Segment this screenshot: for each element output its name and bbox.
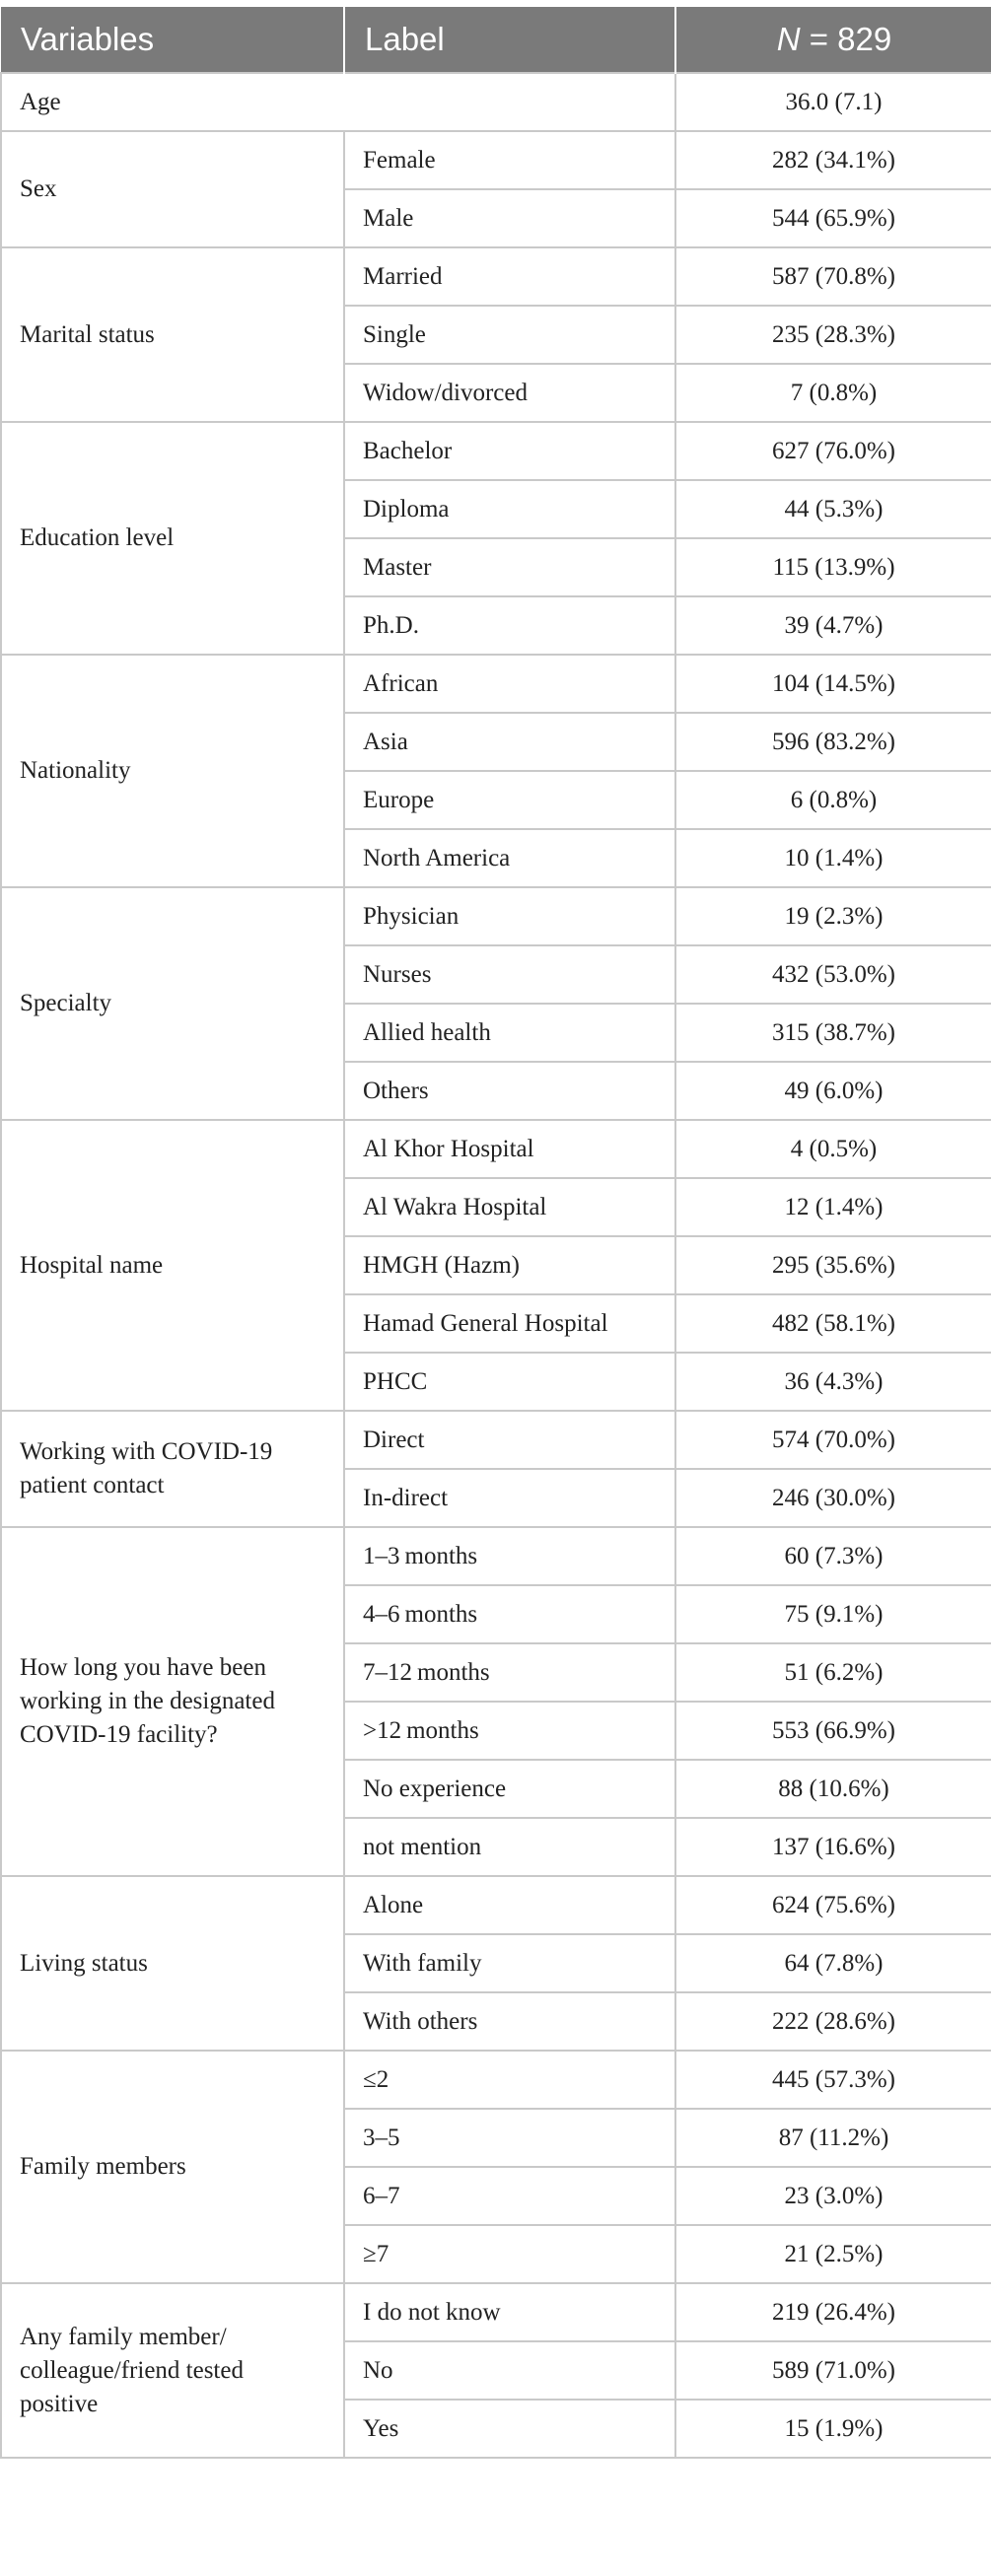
label-cell: With family bbox=[344, 1934, 675, 1992]
value-cell: 75 (9.1%) bbox=[675, 1585, 991, 1643]
label-cell: ≤2 bbox=[344, 2051, 675, 2109]
value-cell: 7 (0.8%) bbox=[675, 364, 991, 422]
label-cell: Male bbox=[344, 189, 675, 247]
value-cell: 39 (4.7%) bbox=[675, 596, 991, 655]
value-cell: 587 (70.8%) bbox=[675, 247, 991, 306]
value-cell: 12 (1.4%) bbox=[675, 1178, 991, 1236]
value-cell: 10 (1.4%) bbox=[675, 829, 991, 887]
label-cell: 7–12 months bbox=[344, 1643, 675, 1702]
value-cell: 627 (76.0%) bbox=[675, 422, 991, 480]
value-cell: 87 (11.2%) bbox=[675, 2109, 991, 2167]
table-row bbox=[1, 1527, 991, 1585]
value-cell: 482 (58.1%) bbox=[675, 1294, 991, 1353]
value-cell: 64 (7.8%) bbox=[675, 1934, 991, 1992]
value-cell: 222 (28.6%) bbox=[675, 1992, 991, 2051]
label-cell: PHCC bbox=[344, 1353, 675, 1411]
label-cell: Direct bbox=[344, 1411, 675, 1469]
table-body bbox=[1, 73, 991, 2458]
variable-cell: Living status bbox=[1, 1876, 344, 2051]
label-cell: Others bbox=[344, 1062, 675, 1120]
label-cell: HMGH (Hazm) bbox=[344, 1236, 675, 1294]
label-cell: With others bbox=[344, 1992, 675, 2051]
label-cell: ≥7 bbox=[344, 2225, 675, 2283]
value-cell: 49 (6.0%) bbox=[675, 1062, 991, 1120]
header-variables: Variables bbox=[1, 7, 344, 73]
value-cell: 36 (4.3%) bbox=[675, 1353, 991, 1411]
header-label: Label bbox=[344, 7, 675, 73]
value-cell: 88 (10.6%) bbox=[675, 1760, 991, 1818]
value-cell: 282 (34.1%) bbox=[675, 131, 991, 189]
value-cell: 115 (13.9%) bbox=[675, 538, 991, 596]
header-n-symbol: N bbox=[776, 21, 801, 57]
table-row bbox=[1, 131, 991, 189]
value-cell: 544 (65.9%) bbox=[675, 189, 991, 247]
table-row bbox=[1, 655, 991, 713]
table-row bbox=[1, 73, 991, 131]
value-cell: 235 (28.3%) bbox=[675, 306, 991, 364]
value-cell: 315 (38.7%) bbox=[675, 1004, 991, 1062]
demographics-table bbox=[0, 7, 991, 2459]
label-cell: Female bbox=[344, 131, 675, 189]
variable-cell: Nationality bbox=[1, 655, 344, 887]
value-cell: 137 (16.6%) bbox=[675, 1818, 991, 1876]
label-cell: Asia bbox=[344, 713, 675, 771]
label-cell: African bbox=[344, 655, 675, 713]
variable-cell: Marital status bbox=[1, 247, 344, 422]
value-cell: 6 (0.8%) bbox=[675, 771, 991, 829]
value-cell: 219 (26.4%) bbox=[675, 2283, 991, 2341]
value-cell: 445 (57.3%) bbox=[675, 2051, 991, 2109]
value-cell: 432 (53.0%) bbox=[675, 945, 991, 1004]
table-row bbox=[1, 1876, 991, 1934]
value-cell: 4 (0.5%) bbox=[675, 1120, 991, 1178]
header-sample-size bbox=[675, 7, 991, 73]
value-cell: 246 (30.0%) bbox=[675, 1469, 991, 1527]
value-cell: 15 (1.9%) bbox=[675, 2400, 991, 2458]
value-cell: 19 (2.3%) bbox=[675, 887, 991, 945]
label-cell: Allied health bbox=[344, 1004, 675, 1062]
label-cell: 4–6 months bbox=[344, 1585, 675, 1643]
value-cell: 574 (70.0%) bbox=[675, 1411, 991, 1469]
value-cell: 21 (2.5%) bbox=[675, 2225, 991, 2283]
label-cell: North America bbox=[344, 829, 675, 887]
table-row bbox=[1, 1411, 991, 1469]
label-cell: Master bbox=[344, 538, 675, 596]
table-row bbox=[1, 2051, 991, 2109]
variable-cell: Hospital name bbox=[1, 1120, 344, 1411]
label-cell: No bbox=[344, 2341, 675, 2400]
label-cell: >12 months bbox=[344, 1702, 675, 1760]
label-cell: No experience bbox=[344, 1760, 675, 1818]
label-cell: 3–5 bbox=[344, 2109, 675, 2167]
label-cell: 1–3 months bbox=[344, 1527, 675, 1585]
label-cell: not mention bbox=[344, 1818, 675, 1876]
label-cell: Nurses bbox=[344, 945, 675, 1004]
label-cell: Europe bbox=[344, 771, 675, 829]
label-cell: I do not know bbox=[344, 2283, 675, 2341]
label-cell: Widow/divorced bbox=[344, 364, 675, 422]
value-cell: 44 (5.3%) bbox=[675, 480, 991, 538]
label-cell: Alone bbox=[344, 1876, 675, 1934]
value-cell: 589 (71.0%) bbox=[675, 2341, 991, 2400]
header-n-value: = 829 bbox=[800, 21, 892, 57]
variable-cell: Any family member/ colleague/friend tested positive bbox=[1, 2283, 344, 2458]
label-cell: Bachelor bbox=[344, 422, 675, 480]
value-cell: 36.0 (7.1) bbox=[675, 73, 991, 131]
table-row bbox=[1, 1120, 991, 1178]
variable-cell: Sex bbox=[1, 131, 344, 247]
label-cell: Married bbox=[344, 247, 675, 306]
label-cell: Single bbox=[344, 306, 675, 364]
value-cell: 51 (6.2%) bbox=[675, 1643, 991, 1702]
label-cell: Hamad General Hospital bbox=[344, 1294, 675, 1353]
label-cell: Ph.D. bbox=[344, 596, 675, 655]
label-cell: 6–7 bbox=[344, 2167, 675, 2225]
value-cell: 624 (75.6%) bbox=[675, 1876, 991, 1934]
variable-cell: How long you have been working in the designated COVID-19 facility? bbox=[1, 1527, 344, 1876]
header-row bbox=[1, 7, 991, 73]
table-row bbox=[1, 422, 991, 480]
value-cell: 60 (7.3%) bbox=[675, 1527, 991, 1585]
value-cell: 596 (83.2%) bbox=[675, 713, 991, 771]
value-cell: 553 (66.9%) bbox=[675, 1702, 991, 1760]
label-cell: In-direct bbox=[344, 1469, 675, 1527]
variable-cell: Specialty bbox=[1, 887, 344, 1120]
label-cell: Physician bbox=[344, 887, 675, 945]
variable-cell: Working with COVID-19 patient contact bbox=[1, 1411, 344, 1527]
table-row bbox=[1, 2283, 991, 2341]
table-row bbox=[1, 887, 991, 945]
label-cell: Diploma bbox=[344, 480, 675, 538]
table-row bbox=[1, 247, 991, 306]
value-cell: 295 (35.6%) bbox=[675, 1236, 991, 1294]
value-cell: 23 (3.0%) bbox=[675, 2167, 991, 2225]
label-cell: Al Wakra Hospital bbox=[344, 1178, 675, 1236]
label-cell: Al Khor Hospital bbox=[344, 1120, 675, 1178]
variable-cell: Age bbox=[1, 73, 675, 131]
variable-cell: Education level bbox=[1, 422, 344, 655]
label-cell: Yes bbox=[344, 2400, 675, 2458]
variable-cell: Family members bbox=[1, 2051, 344, 2283]
value-cell: 104 (14.5%) bbox=[675, 655, 991, 713]
